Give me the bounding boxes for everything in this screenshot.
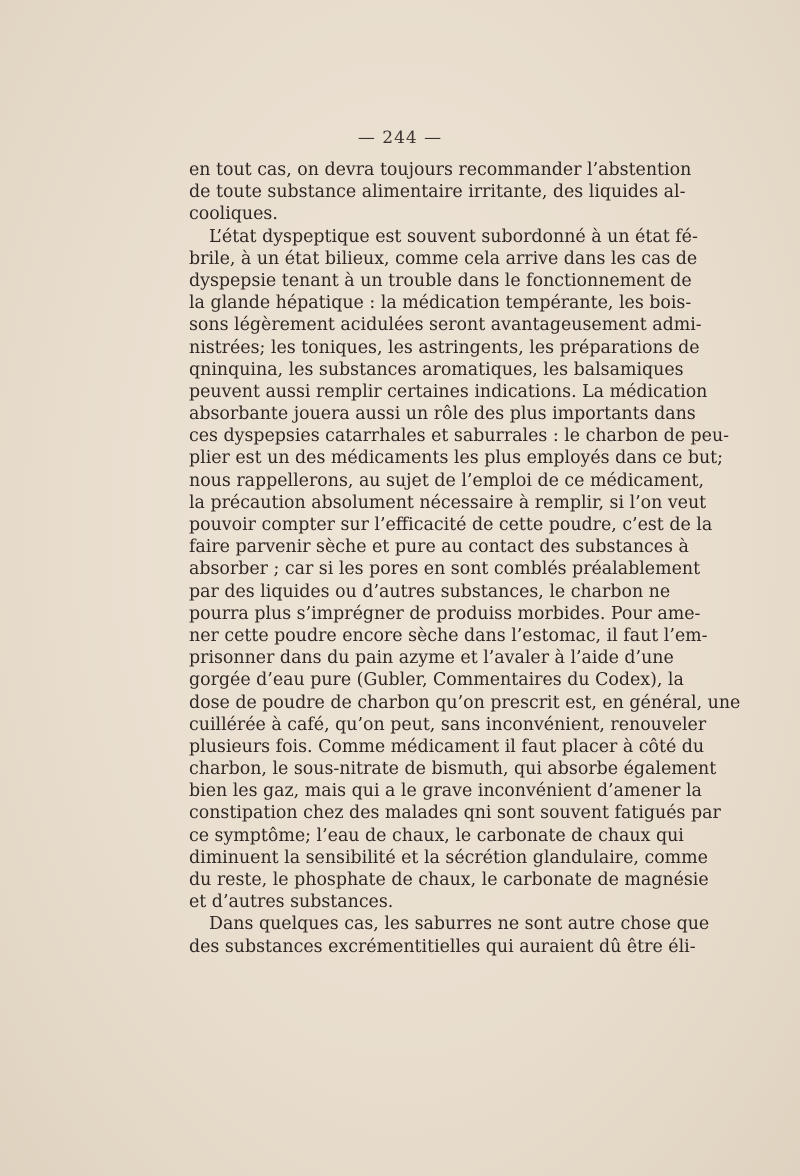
text-line: qninquina, les substances aromatiques, les balsamiques (189, 359, 684, 380)
text-line: ces dyspepsies catarrhales et saburrales : le charbon de peu- (189, 426, 730, 447)
text-line: nistrées; les toniques, les astringents, les préparations de (189, 337, 700, 358)
text-line: Dans quelques cas, les saburres ne sont autre chose que (209, 914, 710, 935)
text-line: ner cette poudre encore sèche dans l’estomac, il faut l’em- (189, 625, 708, 646)
text-line: constipation chez des malades qni sont souvent fatigués par (189, 803, 721, 824)
text-line: bien les gaz, mais qui a le grave inconvénient d’amener la (189, 781, 702, 802)
text-line: de toute substance alimentaire irritante, des liquides al- (189, 182, 686, 203)
text-line: pourra plus s’imprégner de produiss morbides. Pour ame- (189, 603, 701, 624)
text-line: la précaution absolument nécessaire à remplir, si l’on veut (189, 492, 707, 513)
text-line: absorber ; car si les pores en sont comblés préalablement (189, 559, 701, 580)
text-line: brile, à un état bilieux, comme cela arrive dans les cas de (189, 248, 698, 269)
text-line: la glande hépatique : la médication tempérante, les bois- (189, 293, 692, 314)
text-line: dyspepsie tenant à un trouble dans le fonctionnement de (189, 270, 692, 291)
text-line: sons légèrement acidulées seront avantageusement admi- (189, 315, 702, 336)
text-line: peuvent aussi remplir certaines indications. La médication (189, 381, 708, 402)
text-line: faire parvenir sèche et pure au contact des substances à (189, 537, 689, 558)
text-line: pouvoir compter sur l’efficacité de cette poudre, c’est de la (189, 515, 713, 535)
text-line: des substances excrémentitielles qui auraient dû être éli- (189, 936, 696, 957)
text-line: plier est un des médicaments les plus employés dans ce but; (189, 448, 723, 469)
body-text (189, 159, 741, 958)
text-line: cooliques. (189, 204, 278, 225)
text-line: charbon, le sous-nitrate de bismuth, qui absorbe également (189, 759, 717, 780)
text-line: en tout cas, on devra toujours recommander l’abstention (189, 160, 692, 180)
text-line: gorgée d’eau pure (Gubler, Commentaires du Codex), la (189, 670, 684, 691)
text-line: absorbante jouera aussi un rôle des plus importants dans (189, 404, 696, 425)
text-line: prisonner dans du pain azyme et l’avaler à l’aide d’une (189, 648, 674, 669)
text-line: cuillérée à café, qu’on peut, sans inconvénient, renouveler (189, 714, 707, 735)
text-line: ce symptôme; l’eau de chaux, le carbonate de chaux qui (189, 825, 684, 846)
text-line: diminuent la sensibilité et la sécrétion glandulaire, comme (189, 847, 708, 868)
text-line: dose de poudre de charbon qu’on prescrit est, en général, une (189, 692, 741, 713)
text-line: nous rappellerons, au sujet de l’emploi de ce médicament, (189, 470, 705, 491)
text-line: par des liquides ou d’autres substances, le charbon ne (189, 581, 671, 602)
text-line: du reste, le phosphate de chaux, le carbonate de magnésie (189, 870, 709, 890)
text-line: et d’autres substances. (189, 892, 394, 913)
text-line: L’état dyspeptique est souvent subordonné à un état fé- (209, 226, 698, 247)
text-line: plusieurs fois. Comme médicament il faut placer à côté du (189, 736, 705, 757)
page-number: — 244 — (357, 128, 443, 148)
